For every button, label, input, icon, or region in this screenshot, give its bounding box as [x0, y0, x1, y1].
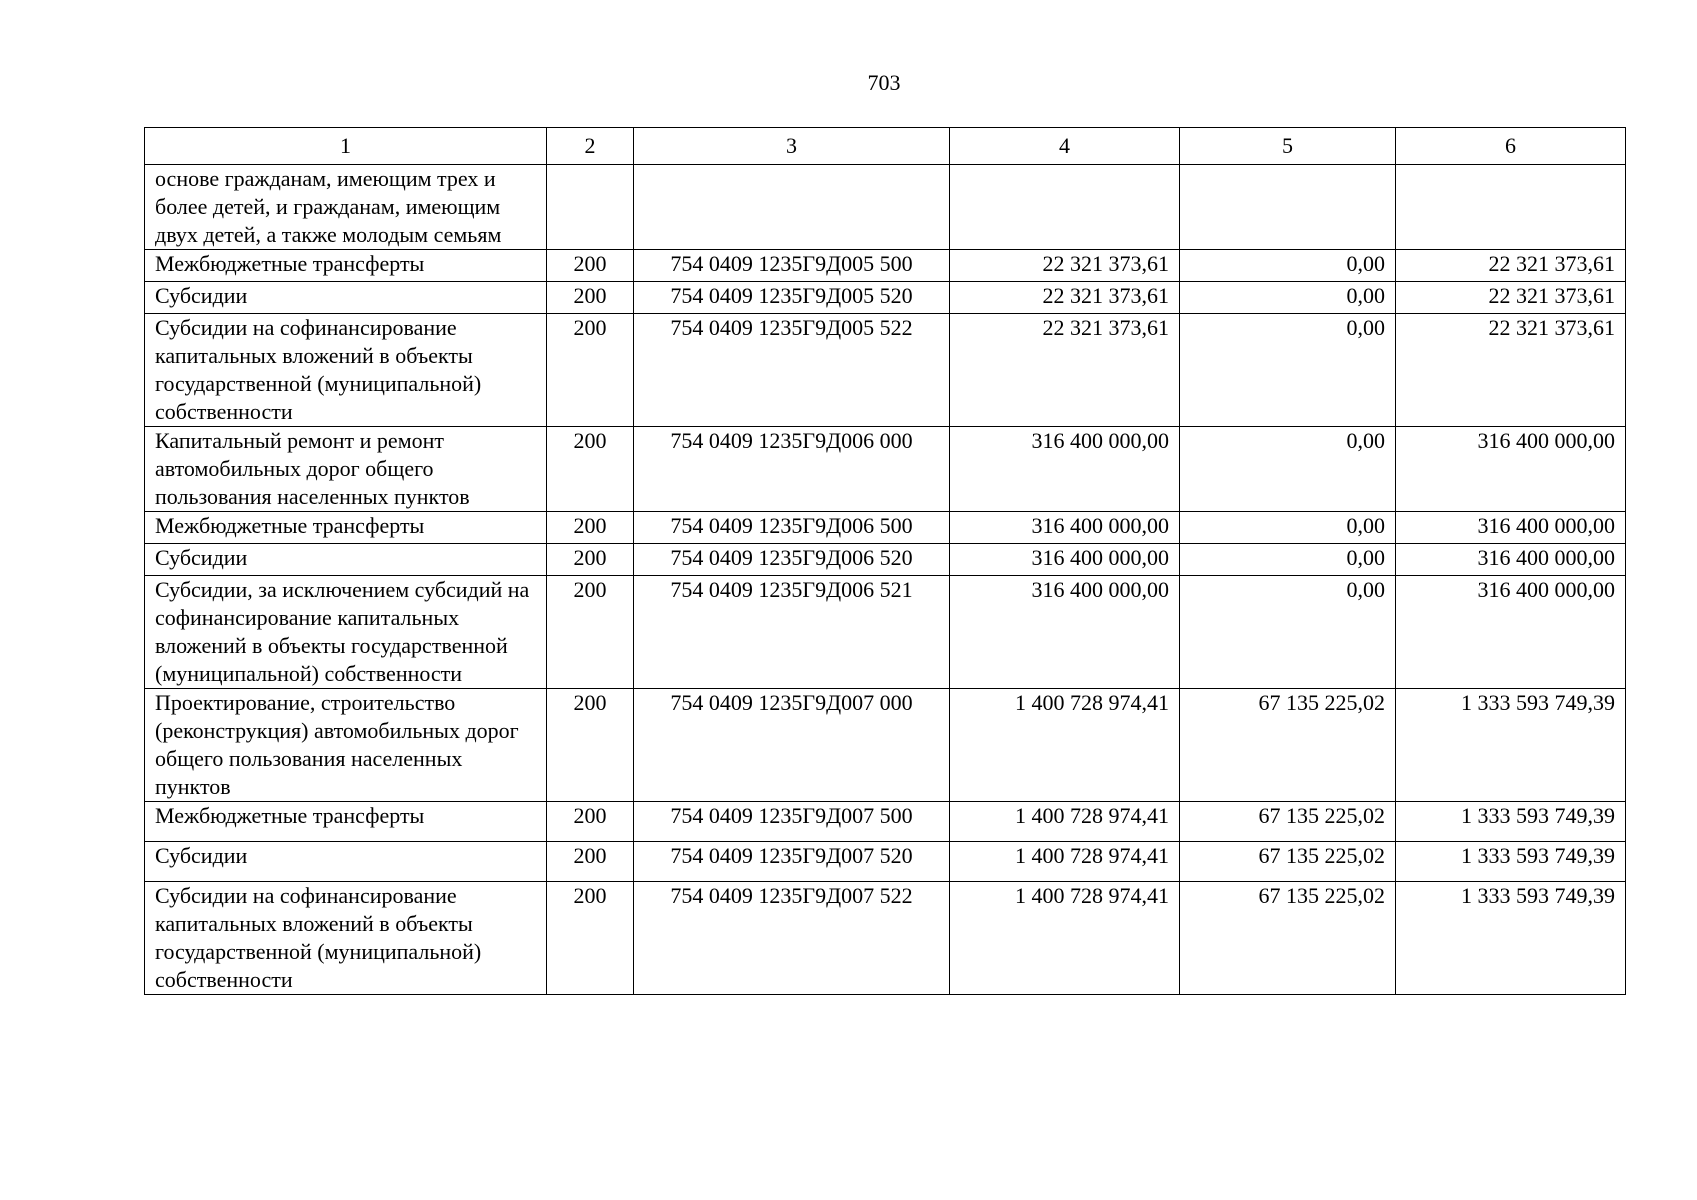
row-value-6: 1 333 593 749,39	[1396, 802, 1626, 842]
table-row	[145, 512, 1626, 544]
row-value-6	[1396, 165, 1626, 250]
table-row	[145, 165, 1626, 250]
row-value-4: 316 400 000,00	[950, 427, 1180, 512]
row-classification-code: 754 0409 1235Г9Д005 522	[634, 314, 950, 427]
row-code: 200	[547, 427, 634, 512]
row-value-4: 22 321 373,61	[950, 314, 1180, 427]
row-code: 200	[547, 250, 634, 282]
row-classification-code: 754 0409 1235Г9Д006 500	[634, 512, 950, 544]
column-header-1: 1	[145, 128, 547, 165]
row-value-5: 67 135 225,02	[1180, 842, 1396, 882]
row-value-5: 67 135 225,02	[1180, 689, 1396, 802]
column-header-3: 3	[634, 128, 950, 165]
table-row	[145, 282, 1626, 314]
column-header-6: 6	[1396, 128, 1626, 165]
row-value-5: 0,00	[1180, 512, 1396, 544]
row-name: Капитальный ремонт и ремонт автомобильных дорог общего пользования населенных пунктов	[145, 427, 547, 512]
row-value-5: 0,00	[1180, 314, 1396, 427]
row-value-6: 316 400 000,00	[1396, 576, 1626, 689]
row-name: Субсидии на софинансирование капитальных вложений в объекты государственной (муниципальной) собственности	[145, 314, 547, 427]
table-row	[145, 882, 1626, 995]
row-code: 200	[547, 512, 634, 544]
column-header-5: 5	[1180, 128, 1396, 165]
row-code: 200	[547, 282, 634, 314]
row-value-5: 0,00	[1180, 544, 1396, 576]
row-value-5: 0,00	[1180, 282, 1396, 314]
row-name: Субсидии, за исключением субсидий на софинансирование капитальных вложений в объекты государственной (муниципальной) собственности	[145, 576, 547, 689]
row-value-6: 1 333 593 749,39	[1396, 689, 1626, 802]
row-classification-code: 754 0409 1235Г9Д007 522	[634, 882, 950, 995]
row-code: 200	[547, 882, 634, 995]
row-value-6: 316 400 000,00	[1396, 427, 1626, 512]
row-code: 200	[547, 842, 634, 882]
row-value-6: 1 333 593 749,39	[1396, 882, 1626, 995]
table-row	[145, 427, 1626, 512]
row-value-6: 22 321 373,61	[1396, 250, 1626, 282]
row-value-4	[950, 165, 1180, 250]
row-name: Межбюджетные трансферты	[145, 250, 547, 282]
row-name: Субсидии	[145, 282, 547, 314]
table-row	[145, 842, 1626, 882]
row-classification-code: 754 0409 1235Г9Д007 000	[634, 689, 950, 802]
row-name: Межбюджетные трансферты	[145, 802, 547, 842]
row-classification-code: 754 0409 1235Г9Д007 500	[634, 802, 950, 842]
column-header-2: 2	[547, 128, 634, 165]
row-value-4: 22 321 373,61	[950, 282, 1180, 314]
row-name: основе гражданам, имеющим трех и более детей, и гражданам, имеющим двух детей, а также молодым семьям	[145, 165, 547, 250]
row-value-4: 22 321 373,61	[950, 250, 1180, 282]
row-value-4: 1 400 728 974,41	[950, 882, 1180, 995]
row-code: 200	[547, 544, 634, 576]
row-name: Субсидии	[145, 842, 547, 882]
table-row	[145, 250, 1626, 282]
row-name: Проектирование, строительство (реконструкция) автомобильных дорог общего пользования населенных пунктов	[145, 689, 547, 802]
row-value-6: 22 321 373,61	[1396, 282, 1626, 314]
row-value-5	[1180, 165, 1396, 250]
table-row	[145, 576, 1626, 689]
table-row	[145, 689, 1626, 802]
table-row	[145, 314, 1626, 427]
row-code: 200	[547, 576, 634, 689]
row-value-5: 67 135 225,02	[1180, 802, 1396, 842]
row-name: Субсидии на софинансирование капитальных вложений в объекты государственной (муниципальной) собственности	[145, 882, 547, 995]
row-value-6: 316 400 000,00	[1396, 544, 1626, 576]
row-value-4: 316 400 000,00	[950, 512, 1180, 544]
row-value-6: 22 321 373,61	[1396, 314, 1626, 427]
row-classification-code: 754 0409 1235Г9Д005 520	[634, 282, 950, 314]
row-name: Межбюджетные трансферты	[145, 512, 547, 544]
row-value-4: 316 400 000,00	[950, 576, 1180, 689]
row-value-4: 316 400 000,00	[950, 544, 1180, 576]
row-value-4: 1 400 728 974,41	[950, 802, 1180, 842]
row-classification-code: 754 0409 1235Г9Д007 520	[634, 842, 950, 882]
row-value-5: 0,00	[1180, 576, 1396, 689]
row-classification-code: 754 0409 1235Г9Д006 000	[634, 427, 950, 512]
row-code: 200	[547, 314, 634, 427]
page-number: 703	[867, 70, 901, 95]
budget-table	[144, 127, 1626, 995]
row-value-6: 316 400 000,00	[1396, 512, 1626, 544]
row-classification-code: 754 0409 1235Г9Д006 521	[634, 576, 950, 689]
row-value-5: 67 135 225,02	[1180, 882, 1396, 995]
column-header-4: 4	[950, 128, 1180, 165]
table-row	[145, 802, 1626, 842]
row-classification-code: 754 0409 1235Г9Д006 520	[634, 544, 950, 576]
row-code	[547, 165, 634, 250]
row-value-4: 1 400 728 974,41	[950, 842, 1180, 882]
row-classification-code: 754 0409 1235Г9Д005 500	[634, 250, 950, 282]
row-value-4: 1 400 728 974,41	[950, 689, 1180, 802]
row-value-5: 0,00	[1180, 427, 1396, 512]
table-row	[145, 544, 1626, 576]
row-code: 200	[547, 689, 634, 802]
header-row	[145, 128, 1626, 165]
row-value-6: 1 333 593 749,39	[1396, 842, 1626, 882]
row-value-5: 0,00	[1180, 250, 1396, 282]
row-classification-code	[634, 165, 950, 250]
row-name: Субсидии	[145, 544, 547, 576]
row-code: 200	[547, 802, 634, 842]
